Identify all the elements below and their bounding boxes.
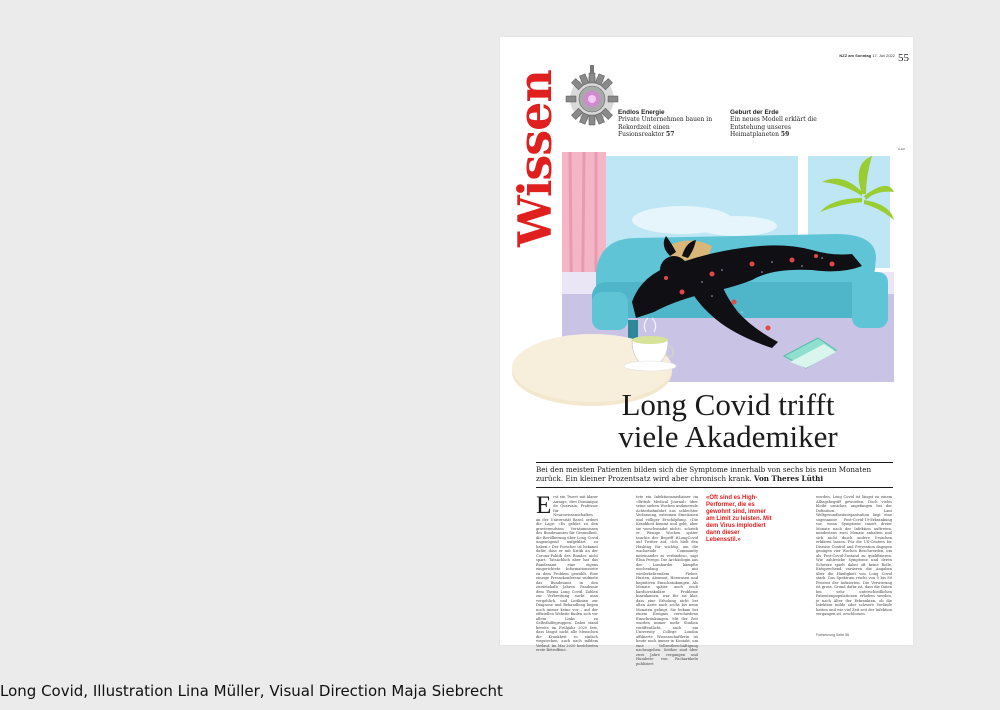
newspaper-page xyxy=(500,37,913,666)
teaser-page: 57 xyxy=(666,131,675,139)
fusion-reactor-image xyxy=(562,65,622,131)
body-column-3 xyxy=(816,495,892,617)
pull-quote: «Oft sind es High-Performer, die es gewohnt sind, immer am Limit zu leisten. Mit dem Virus implodiert dann dieser Lebensstil.» xyxy=(706,495,772,543)
lead-rule-bottom xyxy=(536,487,893,488)
lead-paragraph xyxy=(536,465,893,483)
body-text: tete ein Infektionsmediziner im «British Medical Journal» über seine sieben Wochen andauernde Achterbahnfahrt aus schlechter Verfassung, extremen Emotionen und völliger Erschöpfung. «Die Krankheit kommt und geht, aber sie verschwindet nicht», schrieb er. Wenige Wochen später tauchte der Begriff #LongCovid auf Twitter auf. «Ich hielt den Hashtag für wichtig, um die wachsende Community miteinander zu verbinden», sagt Elisa Perego. Die Archäologin aus der Lombardei kämpfte wochenlang mit wiederkehrendem Fieber, Husten, Atemnot, Herzrasen und kognitiven Einschränkungen. Als Monate später auch noch kardiovaskuläre Probleme hinzukamen, war für sie klar, dass eine Erholung nicht bei allen Ärzte nach sechs bis neun Monaten gelingt. Sie bekam bei einem Ereignis verschiedene Einschränkungen. Mit der Zeit wurden immer mehr Studien veröffentlicht, auch am University College London affiliierte Wissenschaftlerin ist heute noch immer in Kontakt, um eine Vollzeitbeschäftigung nachzugehen. Seither sind über zwei Jahre vergangen und Hunderte von Fachartikeln publiziert xyxy=(636,495,698,666)
section-title: Wissen xyxy=(508,70,562,247)
teaser-text: Ein neues Modell erklärt die Entstehung unseres Heimatplaneten xyxy=(730,116,817,139)
drop-cap: E xyxy=(536,492,552,519)
teaser-title: Endlos Energie xyxy=(618,109,665,116)
body-text: worden. Long Covid ist längst zu einem Alltagsbegriff geworden. Doch vieles bleibt unsicher, angefangen bei der Definition. Laut Weltgesundheitsorganisation liegt eine sogenannte Post-Covid-19-Erkrankung vor, wenn Symptome innert dreier Monate nach der Infektion auftreten, mindestens zwei Monate anhalten und sich nicht durch andere Ursachen erklären lassen. Für die US-Centers for Disease Control and Prevention dagegen genügen vier Wochen Beschwerden, um als Post-Covid-Zustand zu qualifizieren. Wie zahlreiche Symptome und deren Schwere spielt dabei oft keine Rolle. Entsprechend variieren die Angaben über die Häufigkeit von Long Covid stark. Das Spektrum reicht von 5 bis 80 Prozent der Infizierten. Die Verwirrung ist gross. Grund dafür ist, dass die Daten bei sehr unterschiedlichen Patientenpopulationen erhoben werden, je nach Alter der Erkrankten, ob die Infektion milde oder schwere Verläufe hatten und wie viel Zeit seit der Infektion vergangen ist, erschlossen. xyxy=(816,495,892,616)
teaser-earth[interactable] xyxy=(730,109,825,139)
issue-date: 17. Juli 2022 xyxy=(872,53,895,58)
continuation-note[interactable]: Fortsetzung Seite 56 xyxy=(816,633,850,637)
page-number: 55 xyxy=(898,52,909,64)
lead-text: Bei den meisten Patienten bilden sich die Symptome innerhalb von sechs bis neun Monaten zurück. Ein kleiner Prozentsatz wird aber chronisch krank. xyxy=(536,465,872,483)
author-byline: Von Theres Lüthi xyxy=(754,474,824,483)
body-text: rst ein Tweet mit klarer Ansage, drei Dominique de Quervain, Professor für Neurowissenschaften an der Universität Basel, ordnet die Lage: «Es gehört zu den gravierendsten Versäumnissen des Bundesamtes für Gesundheit, die Bevölkerung über Long Covid ungenügend aufgeklärt zu haben.» Der Forscher ist bekannt dafür, dass er mit Kritik an der Corona-Politik des Bundes nicht spart. Tatsächlich aber hat das Bundesamt eine eigens eingerichtete Informationsseite zu dem Problem gewählt. Eine einzige Pressekonferenz widmete das Bundesamt in den zweieinhalb Jahren Pandemie dem Thema Long Covid. Zahlen zur Verbreitung sucht man vergeblich, und Leitlinien zur Diagnose und Behandlung liegen noch immer keine vor – auf der offiziellen Website finden sich vor allem Links zu Selbsthilfegruppen. Dabei stand bereits im Frühjahr 2020 fest, dass längst nicht alle Menschen die Krankheit so einfach wegstecken, auch nach mildem Verlauf. Im Mai 2020 berichteten erste Betroffene. xyxy=(536,495,598,652)
section-masthead xyxy=(500,37,560,287)
newspaper-name: NZZ am Sonntag xyxy=(839,53,872,58)
image-caption: Long Covid, Illustration Lina Müller, Visual Direction Maja Siebrecht xyxy=(0,682,503,700)
teaser-title: Geburt der Erde xyxy=(730,109,779,116)
illustration-credit: ILLUSTRATION: LINA MÜLLER xyxy=(865,147,905,151)
teaser-fusion[interactable] xyxy=(618,109,713,139)
long-covid-illustration xyxy=(562,152,894,382)
headline xyxy=(562,389,894,453)
headline-line-2: viele Akademiker xyxy=(618,419,838,454)
body-column-2 xyxy=(636,495,698,666)
page-header-meta xyxy=(839,53,895,58)
teaser-page: 59 xyxy=(780,131,790,139)
lead-rule-top xyxy=(536,462,893,463)
headline-line-1: Long Covid trifft xyxy=(621,387,835,422)
teaser-text: Private Unternehmen bauen in Rekordzeit einen Fusionsreaktor xyxy=(618,116,713,139)
body-column-1 xyxy=(536,492,598,653)
